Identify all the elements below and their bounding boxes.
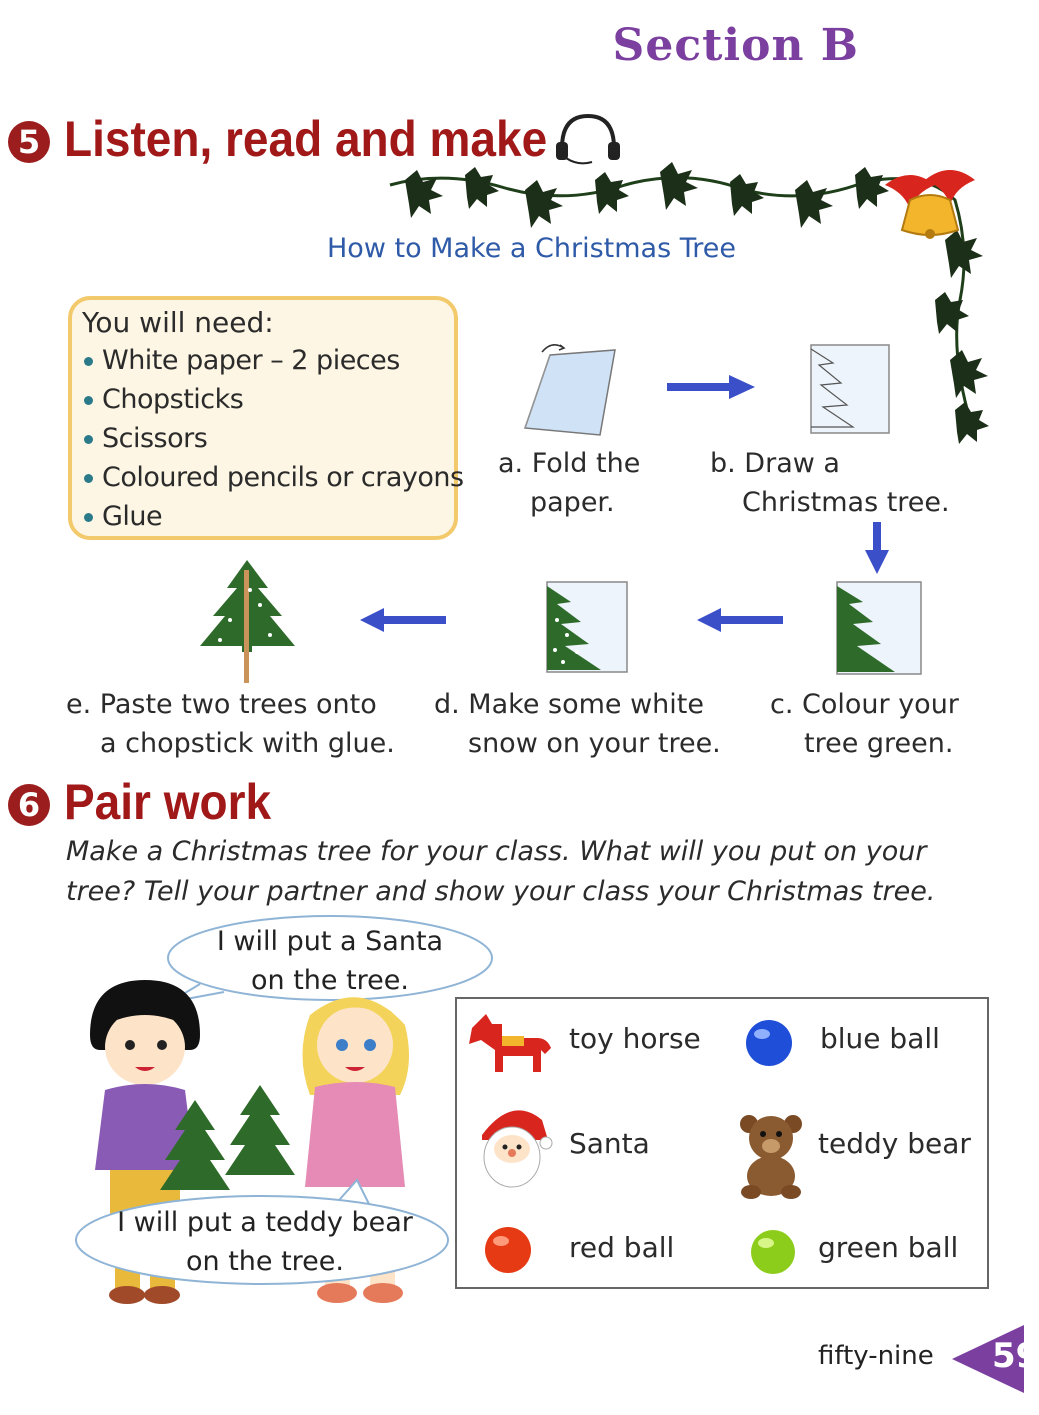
materials-item: White paper – 2 pieces xyxy=(82,341,454,380)
activity-title: Pair work xyxy=(64,774,272,830)
arrow-down-icon xyxy=(865,522,889,574)
green-ball-icon xyxy=(748,1227,798,1277)
item-label: toy horse xyxy=(569,1022,701,1055)
materials-item: Scissors xyxy=(82,419,454,458)
materials-title: You will need: xyxy=(82,306,274,339)
pair-work-instructions: Make a Christmas tree for your class. What will you put on your tree? Tell your partner and show your class your Christmas tree. xyxy=(66,836,936,907)
holly-garland-decoration xyxy=(385,160,1005,450)
activity-title: Listen, read and make xyxy=(64,111,548,167)
activity-number-badge: 5 xyxy=(8,121,50,163)
section-title: Section B xyxy=(612,20,859,71)
finished-tree-illustration xyxy=(190,560,305,685)
speech-bubble-top-text: I will put a Santa on the tree. xyxy=(216,926,444,996)
step-e-label: e. Paste two trees onto a chopstick with glue. xyxy=(66,689,395,759)
instructions-subtitle: How to Make a Christmas Tree xyxy=(327,233,736,264)
page-number: 59 xyxy=(992,1336,1039,1376)
teddy-bear-icon xyxy=(735,1112,807,1200)
toy-horse-icon xyxy=(462,1010,557,1080)
item-label: teddy bear xyxy=(818,1127,971,1160)
step-a-label: a. Fold the paper. xyxy=(498,448,641,518)
step-d-label: d. Make some white snow on your tree. xyxy=(434,689,721,759)
item-label: blue ball xyxy=(820,1022,940,1055)
red-ball-icon xyxy=(482,1224,534,1276)
santa-icon xyxy=(472,1105,552,1190)
page-number-words: fifty-nine xyxy=(818,1341,934,1371)
materials-item: Glue xyxy=(82,497,454,536)
arrow-right-icon xyxy=(667,375,755,399)
step-b-label: b. Draw a Christmas tree. xyxy=(710,448,950,518)
drawn-tree-paper-illustration xyxy=(803,343,893,438)
blue-ball-icon xyxy=(743,1017,795,1069)
folded-paper-illustration xyxy=(520,340,620,440)
speech-bubble-bottom-text: I will put a teddy bear on the tree. xyxy=(117,1207,413,1277)
materials-list xyxy=(82,341,464,536)
arrow-left-icon xyxy=(360,608,446,632)
arrow-left-icon xyxy=(697,608,783,632)
item-label: Santa xyxy=(569,1127,650,1160)
snowy-tree-paper-illustration xyxy=(543,580,631,675)
step-c-label: c. Colour your tree green. xyxy=(770,689,959,759)
item-label: green ball xyxy=(818,1231,959,1264)
activity-number-badge: 6 xyxy=(8,784,50,826)
materials-item: Chopsticks xyxy=(82,380,454,419)
green-tree-paper-illustration xyxy=(833,580,925,677)
item-label: red ball xyxy=(569,1231,675,1264)
materials-box xyxy=(68,296,464,540)
materials-item: Coloured pencils or crayons xyxy=(82,458,454,497)
